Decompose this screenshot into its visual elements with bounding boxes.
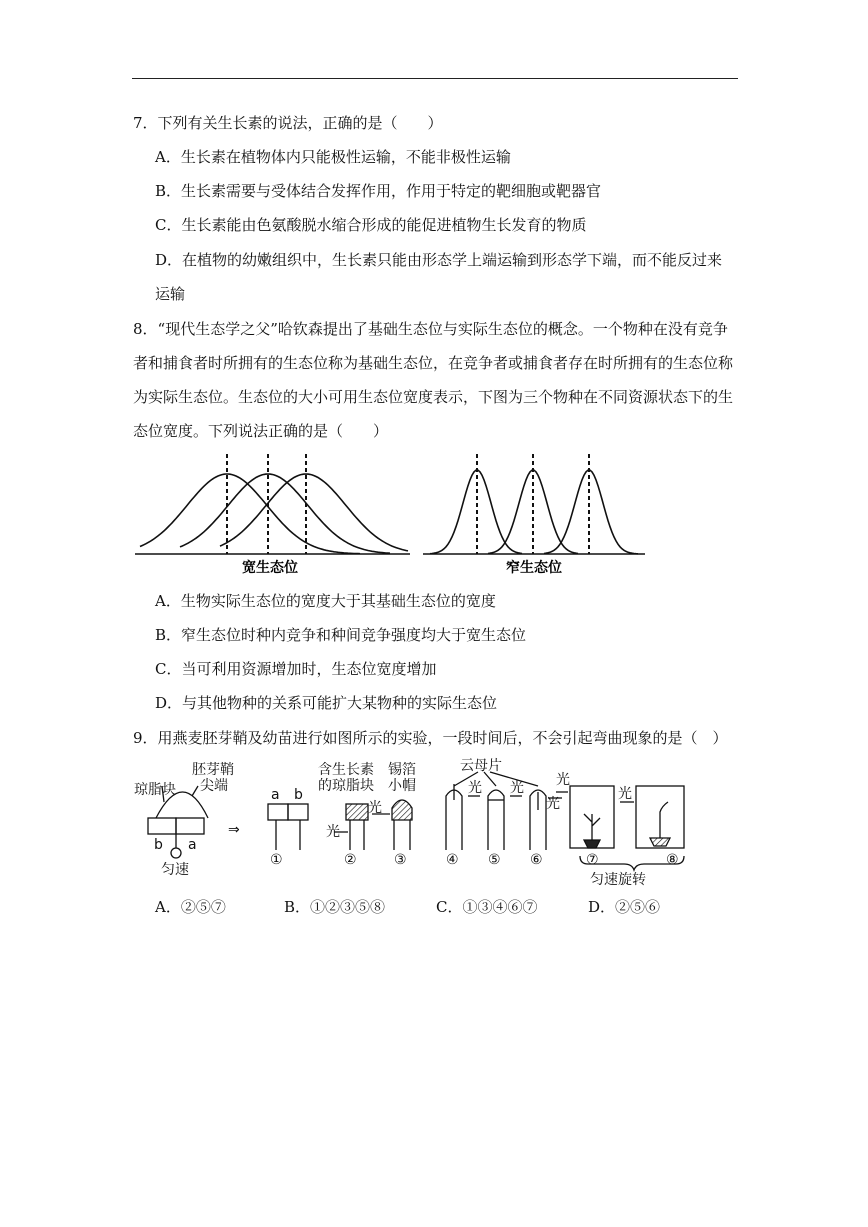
setup1-block-b: [288, 804, 308, 820]
foil-label-1: 锡箔: [388, 762, 416, 778]
setup-num-7: ⑦: [586, 852, 599, 868]
setup1-label-b: b: [294, 787, 303, 803]
niche-width-figure: [130, 448, 650, 578]
q9-option-d: D．②⑤⑥: [588, 898, 661, 916]
narrow-niche-graph: [423, 454, 645, 554]
wide-curve-1: [140, 474, 360, 554]
setup7-pot: [584, 840, 600, 848]
setup8-seedling: [660, 802, 668, 838]
setup-num-5: ⑤: [488, 852, 501, 868]
q9-option-a: A．②⑤⑦: [155, 898, 226, 916]
setup1-label-a: a: [271, 787, 280, 803]
q7-option-b: B．生长素需要与受体结合发挥作用，作用于特定的靶细胞或靶器官: [155, 182, 602, 200]
setup8-pot: [650, 838, 670, 846]
arrow-symbol: ⇒: [228, 822, 240, 838]
setup-num-2: ②: [344, 852, 357, 868]
header-rule: [132, 78, 738, 79]
q8-option-a: A．生物实际生态位的宽度大于其基础生态位的宽度: [155, 592, 496, 610]
setup-num-6: ⑥: [530, 852, 543, 868]
setup-num-8: ⑧: [666, 852, 679, 868]
setup-num-4: ④: [446, 852, 459, 868]
q9-option-c: C．①③④⑥⑦: [436, 898, 538, 916]
disk-label-a: a: [188, 837, 197, 853]
mica-pointer-5: [484, 772, 496, 786]
coleoptile-label-2: 尖端: [200, 778, 228, 794]
wide-niche-graph: [135, 454, 410, 554]
tip-pointer: [192, 786, 198, 796]
q9-option-b: B．①②③⑤⑧: [284, 898, 386, 916]
setup2-light-label: 光: [326, 824, 340, 840]
narrow-niche-label: 窄生态位: [506, 560, 562, 576]
setup7-seedling: [584, 814, 600, 840]
wide-niche-label: 宽生态位: [242, 560, 298, 576]
uniform-speed-label: 匀速: [161, 862, 189, 878]
agar-block-b: [148, 818, 176, 834]
setup6-light-label: 光: [546, 796, 560, 812]
setup-num-1: ①: [270, 852, 283, 868]
q7-option-d: D．在植物的幼嫩组织中，生长素只能由形态学上端运输到形态学下端，而不能反过来: [155, 251, 723, 269]
setup2-auxin-block: [346, 804, 368, 820]
auxin-label-2: 的琼脂块: [318, 778, 374, 794]
setup4-light-label: 光: [468, 780, 482, 796]
auxin-label-1: 含生长素: [318, 762, 374, 778]
setup3-foil-cap: [392, 800, 412, 820]
setup8-light-label: 光: [618, 786, 632, 802]
wide-curve-2: [180, 474, 390, 553]
q8-stem-line1: 8．“现代生态学之父”哈钦森提出了基础生态位与实际生态位的概念。一个物种在没有竞争: [133, 320, 728, 338]
q9-stem: 9．用燕麦胚芽鞘及幼苗进行如图所示的实验，一段时间后，不会引起弯曲现象的是（ ）: [133, 729, 728, 747]
foil-label-2: 小帽: [388, 778, 416, 794]
disk-label-b: b: [154, 837, 163, 853]
setup5-light-label: 光: [510, 780, 524, 796]
agar-block-a: [176, 818, 204, 834]
narrow-curve-3: [544, 470, 638, 554]
setup3-light-label: 光: [368, 800, 382, 816]
setup5-coleoptile: [488, 790, 504, 850]
coleoptile-label-1: 胚芽鞘: [192, 762, 234, 778]
q8-option-c: C．当可利用资源增加时，生态位宽度增加: [155, 660, 437, 678]
agar-block-label: 琼脂块: [134, 782, 176, 798]
q8-option-b: B．窄生态位时种内竞争和种间竞争强度均大于宽生态位: [155, 626, 527, 644]
q8-stem-line2: 者和捕食者时所拥有的生态位称为基础生态位，在竞争者或捕食者存在时所拥有的生态位称: [133, 354, 734, 372]
q8-option-d: D．与其他物种的关系可能扩大某物种的实际生态位: [155, 694, 498, 712]
coleoptile-experiment-figure: [128, 756, 698, 891]
q7-option-c: C．生长素能由色氨酸脱水缩合形成的能促进植物生长发育的物质: [155, 216, 587, 234]
setup1-block-a: [268, 804, 288, 820]
q7-option-d-cont: 运输: [155, 285, 186, 303]
rotation-disk: [171, 848, 181, 858]
setup-num-3: ③: [394, 852, 407, 868]
mica-label: 云母片: [460, 758, 502, 774]
q8-stem-line3: 为实际生态位。生态位的大小可用生态位宽度表示，下图为三个物种在不同资源状态下的生: [133, 388, 734, 406]
q8-stem-line4: 态位宽度。下列说法正确的是（ ）: [133, 422, 389, 440]
uniform-rotation-label: 匀速旋转: [590, 872, 646, 888]
q7-option-a: A．生长素在植物体内只能极性运输，不能非极性运输: [155, 148, 511, 166]
setup7-light-label: 光: [556, 772, 570, 788]
q7-stem: 7．下列有关生长素的说法，正确的是（ ）: [133, 114, 443, 132]
